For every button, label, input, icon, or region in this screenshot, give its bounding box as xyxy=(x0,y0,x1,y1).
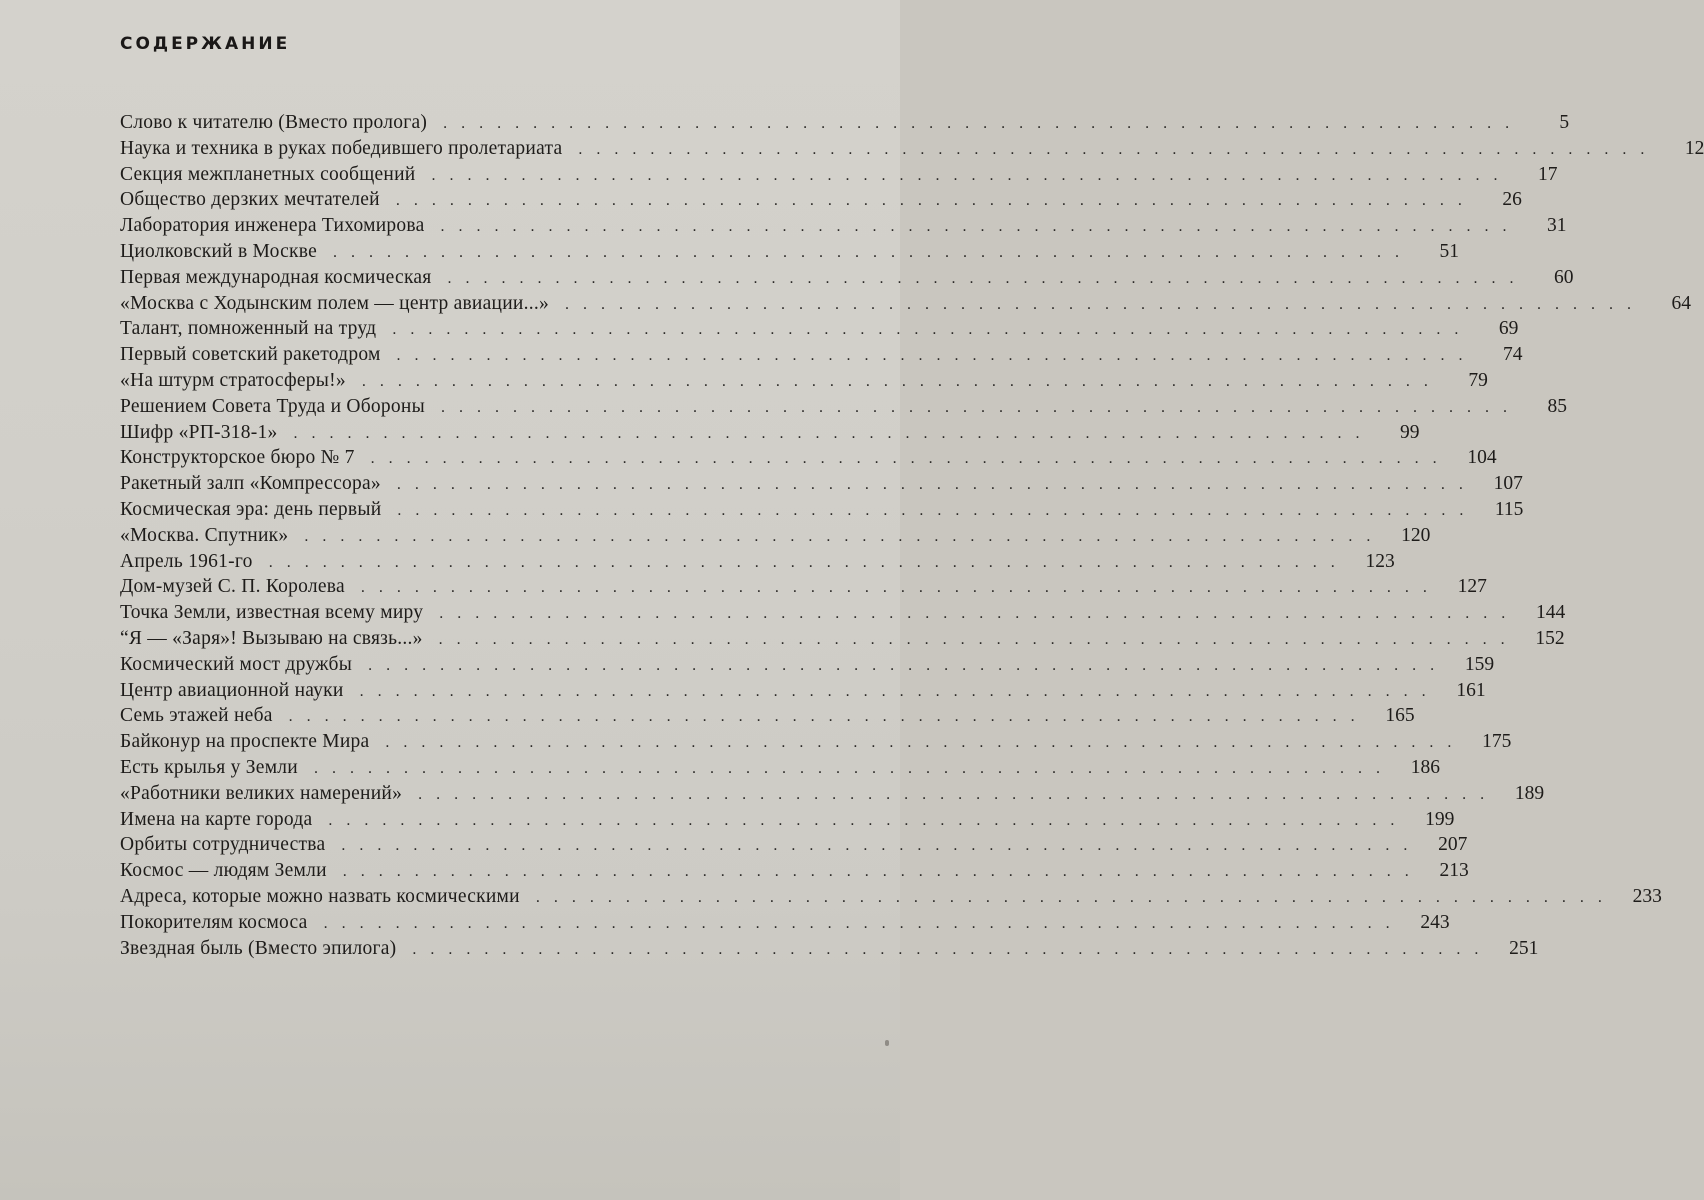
dot-leader: ............................................................ xyxy=(368,656,1449,674)
toc-entry xyxy=(120,265,1574,291)
toc-entry-page: 251 xyxy=(1509,937,1539,959)
toc-entry-title: Шифр «РП-318-1» xyxy=(120,421,278,443)
toc-entry-page: 115 xyxy=(1494,498,1524,520)
toc-entry-title: Звездная быль (Вместо эпилога) xyxy=(120,937,397,959)
toc-entry-title: Космическая эра: день первый xyxy=(120,498,382,520)
dot-leader: ............................................................ xyxy=(438,630,1519,648)
toc-entry xyxy=(120,342,1523,368)
dot-leader: ............................................................ xyxy=(396,347,1477,365)
toc-entry-title: Апрель 1961-го xyxy=(120,550,253,572)
toc-entry xyxy=(120,832,1468,858)
dot-leader: ............................................................ xyxy=(361,372,1442,390)
toc-entry-page: 175 xyxy=(1482,731,1512,753)
dot-leader: ............................................................ xyxy=(535,888,1616,906)
toc-entry-page: 17 xyxy=(1537,163,1558,185)
toc-entry-page: 79 xyxy=(1468,369,1488,391)
dot-leader: ............................................................ xyxy=(440,398,1521,416)
toc-entry-title: Адреса, которые можно назвать космическими xyxy=(120,885,520,907)
toc-entry xyxy=(120,394,1567,420)
toc-entry-title: Наука и техника в руках победившего пролетариата xyxy=(120,137,563,159)
toc-entry xyxy=(120,471,1523,497)
dot-leader: ............................................................ xyxy=(395,192,1476,210)
toc-entry xyxy=(120,549,1395,575)
toc-entry-page: 69 xyxy=(1498,318,1519,340)
toc-entry-page: 123 xyxy=(1365,550,1395,572)
toc-entry-title: Первая международная космическая xyxy=(120,266,432,288)
dot-leader: ............................................................ xyxy=(418,785,1499,803)
dot-leader: ............................................................ xyxy=(342,863,1423,881)
dot-leader: ............................................................ xyxy=(360,579,1441,597)
dot-leader: ............................................................ xyxy=(412,940,1493,958)
dot-leader: ............................................................ xyxy=(431,166,1512,184)
toc-entry-page: 144 xyxy=(1536,602,1566,624)
toc-entry-title: Байконур на проспекте Мира xyxy=(120,731,370,753)
toc-entry xyxy=(120,136,1704,162)
dot-leader: ............................................................ xyxy=(385,734,1466,752)
toc-entry-page: 213 xyxy=(1439,860,1469,882)
dot-leader: ............................................................ xyxy=(293,424,1374,442)
toc-entry-page: 31 xyxy=(1547,215,1567,237)
toc-entry-page: 12 xyxy=(1684,137,1704,159)
toc-entry-page: 104 xyxy=(1467,447,1497,469)
dot-leader: ............................................................ xyxy=(288,708,1369,726)
dot-leader: ............................................................ xyxy=(578,140,1659,158)
toc-entry xyxy=(120,162,1558,188)
toc-entry-page: 85 xyxy=(1547,395,1567,417)
toc-entry-page: 189 xyxy=(1514,782,1545,804)
dot-leader: ............................................................ xyxy=(397,501,1478,519)
toc-entry xyxy=(120,858,1469,884)
dot-leader: ............................................................ xyxy=(443,115,1524,132)
toc-entry-title: Общество дерзких мечтателей xyxy=(120,189,380,211)
toc-entry xyxy=(120,755,1440,781)
toc-entry-page: 64 xyxy=(1671,292,1691,314)
toc-entry xyxy=(120,626,1565,652)
toc-entry-title: Покорителям космоса xyxy=(120,911,308,933)
toc-entry-title: Точка Земли, известная всему миру xyxy=(120,602,424,624)
toc-entry-page: 159 xyxy=(1464,653,1495,675)
toc-entry-page: 152 xyxy=(1535,627,1565,649)
toc-entry xyxy=(120,110,1570,136)
toc-entry-page: 5 xyxy=(1559,112,1570,133)
toc-entry xyxy=(120,703,1415,729)
toc-entry xyxy=(120,678,1486,704)
toc-entry-title: “Я — «Заря»! Вызываю на связь...» xyxy=(120,627,423,649)
toc-entry-page: 233 xyxy=(1632,885,1662,907)
toc-entry-title: Центр авиационной науки xyxy=(120,679,344,701)
toc-entry-page: 161 xyxy=(1456,679,1486,701)
toc-entry xyxy=(120,523,1431,549)
toc-entry-title: Орбиты сотрудничества xyxy=(120,834,326,856)
toc-entry xyxy=(120,239,1459,265)
toc-entry-title: Циолковский в Москве xyxy=(120,240,317,262)
toc-entry xyxy=(120,652,1495,678)
dot-leader: ............................................................ xyxy=(333,243,1413,261)
toc-entry xyxy=(120,729,1512,755)
toc-entry xyxy=(120,910,1450,936)
toc-entry-page: 26 xyxy=(1502,189,1522,211)
toc-entry-page: 99 xyxy=(1400,421,1420,443)
toc-entry-title: Космос — людям Земли xyxy=(120,860,327,882)
toc-entry-page: 74 xyxy=(1503,344,1523,366)
toc-entry xyxy=(120,187,1522,213)
dot-leader: ............................................................ xyxy=(341,837,1422,855)
toc-entry-title: Семь этажей неба xyxy=(120,705,273,727)
toc-entry-page: 51 xyxy=(1439,240,1459,262)
dot-leader: ............................................................ xyxy=(268,553,1349,571)
toc-entry xyxy=(120,936,1539,962)
toc-entry xyxy=(120,445,1497,471)
toc-entry-title: Имена на карте города xyxy=(120,808,313,830)
toc-entry xyxy=(120,781,1545,807)
dot-leader: ............................................................ xyxy=(370,450,1451,468)
toc-entry-title: Ракетный залп «Компрессора» xyxy=(120,473,381,495)
dot-leader: ............................................................ xyxy=(313,759,1394,777)
toc-entry-page: 60 xyxy=(1554,266,1574,288)
toc-entry-page: 199 xyxy=(1425,808,1455,830)
toc-entry xyxy=(120,316,1519,342)
toc-entry xyxy=(120,884,1662,910)
toc-entry-page: 186 xyxy=(1410,756,1440,778)
toc-entry-title: Секция межпланетных сообщений xyxy=(120,163,416,185)
toc-entry xyxy=(120,574,1487,600)
dot-leader: ............................................................ xyxy=(304,527,1385,545)
toc-entry-page: 243 xyxy=(1420,911,1450,933)
toc-entry-page: 107 xyxy=(1493,473,1523,495)
toc-entry xyxy=(120,420,1420,446)
page-title: СОДЕРЖАНИЕ xyxy=(120,34,291,54)
toc-entry-page: 207 xyxy=(1438,834,1468,856)
dot-leader: ............................................................ xyxy=(447,269,1528,287)
dot-leader: ............................................................ xyxy=(440,218,1521,236)
table-of-contents xyxy=(120,110,1704,961)
toc-entry-title: Талант, помноженный на труд xyxy=(120,318,377,340)
dot-leader: ............................................................ xyxy=(439,605,1520,623)
toc-entry-page: 127 xyxy=(1457,576,1487,598)
paper-speck xyxy=(885,1040,889,1046)
toc-entry-title: «Москва. Спутник» xyxy=(120,524,289,546)
toc-entry-title: Лаборатория инженера Тихомирова xyxy=(120,215,425,237)
dot-leader: ............................................................ xyxy=(328,811,1409,829)
toc-entry-title: «Москва с Ходынским полем — центр авиации...» xyxy=(120,292,549,314)
toc-entry xyxy=(120,213,1567,239)
toc-entry xyxy=(120,368,1488,394)
toc-entry-title: Конструкторское бюро № 7 xyxy=(120,447,355,469)
toc-entry xyxy=(120,600,1566,626)
toc-entry-title: Космический мост дружбы xyxy=(120,653,353,675)
toc-entry-title: Дом-музей С. П. Королева xyxy=(120,576,345,598)
dot-leader: ............................................................ xyxy=(396,476,1477,494)
toc-entry xyxy=(120,807,1455,833)
dot-leader: ............................................................ xyxy=(564,295,1645,313)
dot-leader: ............................................................ xyxy=(359,682,1440,700)
dot-leader: ............................................................ xyxy=(323,914,1404,932)
dot-leader: ............................................................ xyxy=(392,321,1473,339)
toc-entry-page: 165 xyxy=(1385,705,1415,727)
toc-entry-title: Есть крылья у Земли xyxy=(120,756,298,778)
toc-entry-title: Решением Совета Труда и Обороны xyxy=(120,395,425,417)
toc-entry-title: «Работники великих намерений» xyxy=(120,782,403,804)
toc-entry xyxy=(120,291,1691,317)
toc-entry-page: 120 xyxy=(1401,524,1431,546)
toc-entry xyxy=(120,497,1524,523)
toc-entry-title: «На штурм стратосферы!» xyxy=(120,369,346,391)
toc-entry-title: Слово к читателю (Вместо пролога) xyxy=(120,112,428,133)
toc-entry-title: Первый советский ракетодром xyxy=(120,344,381,366)
